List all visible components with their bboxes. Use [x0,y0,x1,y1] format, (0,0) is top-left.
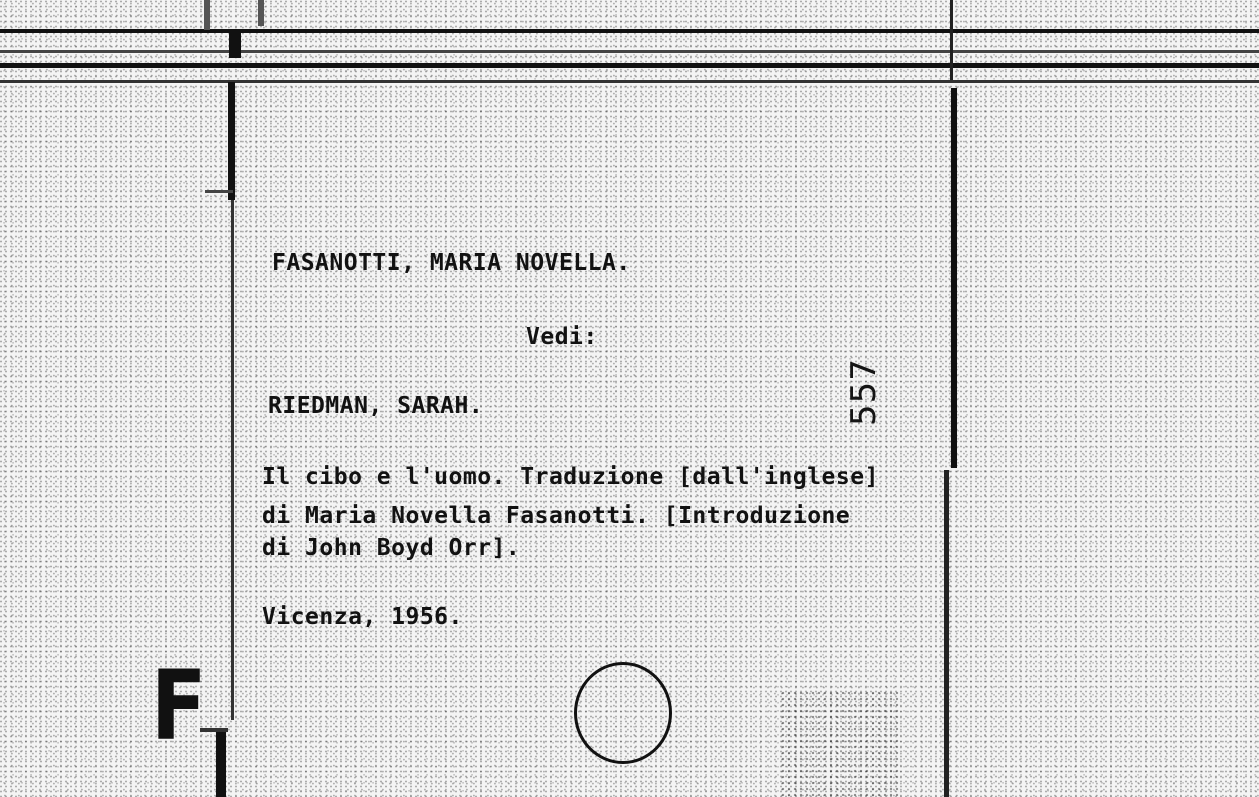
title-line: di John Boyd Orr]. [262,535,521,561]
see-reference-label: Vedi: [526,324,598,350]
handwritten-letter: F [150,650,207,762]
right-edge [944,470,949,797]
top-rule [0,63,1259,68]
top-rule [0,50,1259,53]
left-edge [216,730,226,797]
top-rule [0,29,1259,33]
top-rule [0,80,1259,83]
right-edge [951,88,957,468]
left-edge [228,82,235,200]
ink-speckle [780,690,900,797]
card-heading: FASANOTTI, MARIA NOVELLA. [272,250,631,276]
right-edge [950,0,953,80]
left-edge [258,0,264,26]
left-edge [231,200,234,720]
left-edge [204,0,210,30]
imprint: Vicenza, 1956. [262,604,463,630]
edge-notch [205,190,233,193]
title-line: di Maria Novella Fasanotti. [Introduzione [262,503,851,529]
left-edge [229,33,241,58]
punch-hole [574,662,672,764]
author-entry: RIEDMAN, SARAH. [268,393,484,419]
title-line: Il cibo e l'uomo. Traduzione [dall'inglese] [262,464,879,490]
call-number-stamp: 557 [843,358,884,426]
